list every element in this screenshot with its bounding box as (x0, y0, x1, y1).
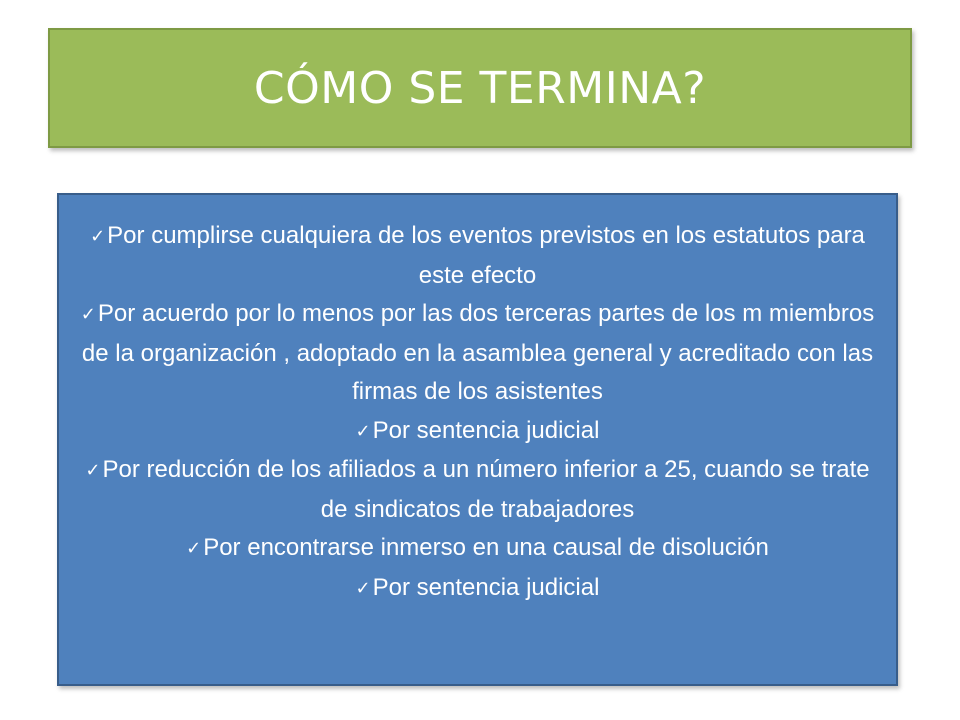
list-item (71, 217, 884, 295)
check-icon: ✓ (355, 420, 371, 442)
list-item-text: Por encontrarse inmerso en una causal de disolución (203, 534, 769, 561)
list-item (71, 451, 884, 529)
list-item (71, 529, 884, 569)
list-item-text: Por cumplirse cualquiera de los eventos previstos en los estatutos para este efecto (107, 222, 865, 289)
check-icon: ✓ (355, 577, 371, 599)
list-item-text: Por sentencia judicial (372, 573, 600, 601)
list-item-text: Por acuerdo por lo menos por las dos terceras partes de los m miembros de la organización , adoptado en la asamblea general y acreditado con las firmas de los asistentes (81, 300, 875, 405)
list-item-text: Por reducción de los afiliados a un número inferior a 25, cuando se trate de sindicatos de trabajadores (102, 456, 870, 523)
list-item (71, 412, 884, 452)
list-item (71, 295, 884, 412)
content-panel (57, 193, 898, 686)
check-icon: ✓ (186, 538, 202, 559)
check-icon: ✓ (90, 226, 106, 247)
list-item-text: Por sentencia judicial (372, 416, 600, 444)
check-icon: ✓ (80, 304, 96, 325)
bullet-list (71, 217, 884, 608)
slide-title: CÓMO SE TERMINA? (253, 62, 707, 114)
check-icon: ✓ (85, 460, 101, 481)
title-banner (48, 28, 912, 148)
list-item (71, 569, 884, 609)
